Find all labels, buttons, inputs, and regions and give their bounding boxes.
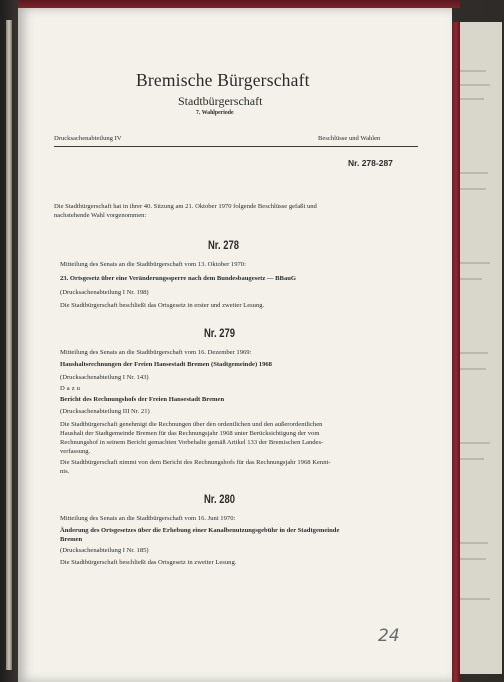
n279-paragraph2-line-1: Die Stadtbürgerschaft nimmt von dem Bericht des Rechnungshofs für das Rechnungsjahr 1968 Kennt-	[60, 459, 331, 466]
n279-paragraph-line-3: Rechnungshof in seinem Bericht gemachten Vorbehalte gemäß Artikel 133 der Bremischen Landes-	[60, 439, 324, 446]
n279-reference-2: (Drucksachenabteilung III Nr. 21)	[60, 408, 150, 415]
department-label: Drucksachenabteilung IV	[54, 135, 122, 142]
n279-paragraph2-line-2: nis.	[60, 468, 70, 475]
document-title: Bremische Bürgerschaft	[136, 70, 310, 90]
section-label: Beschlüsse und Wahlen	[318, 135, 381, 142]
binder-edge-top	[18, 0, 460, 8]
header-rule	[54, 146, 418, 147]
n280-resolution: Die Stadtbürgerschaft beschließt das Ortsgesetz in zweiter Lesung.	[60, 559, 237, 566]
intro-line-2: nachstehende Wahl vorgenommen:	[54, 212, 147, 219]
document-subtitle: Stadtbürgerschaft	[178, 94, 263, 108]
n280-title-line-1: Änderung des Ortsgesetzes über die Erhebung einer Kanalbenutzungsgebühr in der Stadtgemeinde	[60, 527, 340, 534]
n279-paragraph-line-1: Die Stadtbürgerschaft genehmigt die Rechnungen über den ordentlichen und den außerordentlichen	[60, 421, 323, 428]
n280-message: Mitteilung des Senats an die Stadtbürgerschaft vom 16. Juni 1970:	[60, 515, 236, 522]
number-range: Nr. 278-287	[348, 158, 393, 168]
item-number-280: Nr. 280	[204, 494, 235, 506]
item-number-279: Nr. 279	[204, 328, 235, 340]
n278-title: 23. Ortsgesetz über eine Veränderungssperre nach dem Bundesbaugesetz — BBauG	[60, 275, 297, 282]
n278-resolution: Die Stadtbürgerschaft beschließt das Ortsgesetz in erster und zweiter Lesung.	[60, 302, 265, 309]
n279-message: Mitteilung des Senats an die Stadtbürgerschaft vom 16. Dezember 1969:	[60, 349, 252, 356]
n280-title-line-2: Bremen	[60, 536, 83, 543]
n278-message: Mitteilung des Senats an die Stadtbürgerschaft vom 13. Oktober 1970:	[60, 261, 246, 268]
legislative-period: 7. Wahlperiode	[196, 110, 234, 116]
n279-title-2: Bericht des Rechnungshofs der Freien Hansestadt Bremen	[60, 396, 225, 403]
n278-reference: (Drucksachenabteilung I Nr. 198)	[60, 289, 149, 296]
document-page	[18, 8, 452, 682]
intro-line-1: Die Stadtbürgerschaft hat in ihrer 40. Sitzung am 21. Oktober 1970 folgende Beschlüsse gefaßt und	[54, 203, 317, 210]
n279-title: Haushaltsrechnungen der Freien Hansestadt Bremen (Stadtgemeinde) 1968	[60, 361, 272, 368]
n279-reference: (Drucksachenabteilung I Nr. 143)	[60, 374, 149, 381]
n279-paragraph-line-2: Haushalt der Stadtgemeinde Bremen für das Rechnungsjahr 1968 unter Berücksichtigung der vom	[60, 430, 320, 437]
n279-dazu: Dazu	[60, 385, 82, 392]
handwritten-page-number: 24	[378, 626, 400, 646]
n280-reference: (Drucksachenabteilung I Nr. 185)	[60, 547, 149, 554]
item-number-278: Nr. 278	[208, 240, 239, 252]
binder-edge-right	[452, 22, 460, 682]
book-spine-edge	[6, 20, 12, 670]
n279-paragraph-line-4: verfassung.	[60, 448, 91, 455]
